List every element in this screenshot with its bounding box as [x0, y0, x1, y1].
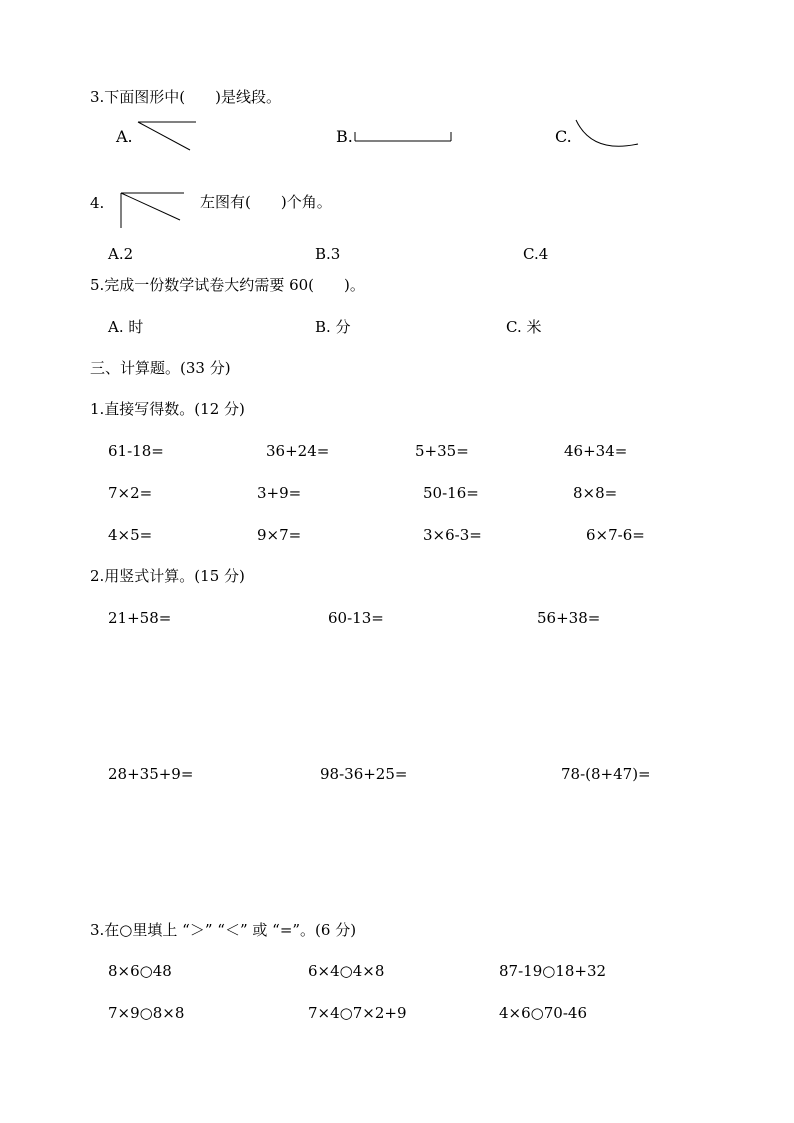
compare-circle-blank[interactable]: ○: [530, 1004, 544, 1022]
compare-item: [108, 1004, 184, 1022]
vertical-calc-item: 56+38=: [537, 609, 601, 627]
compare-item: [108, 962, 172, 980]
vertical-calc-item: 60-13=: [328, 609, 384, 627]
compare-right: 4×8: [352, 962, 385, 980]
q4-option-b: B.3: [315, 245, 341, 263]
q5-stem: 5.完成一份数学试卷大约需要 60( )。: [90, 276, 365, 294]
q3-figure-a-angle: [138, 121, 200, 153]
mental-math-item: 9×7=: [257, 526, 302, 544]
q4-option-c: C.4: [523, 245, 549, 263]
compare-circle-blank[interactable]: ○: [139, 962, 153, 980]
compare-item: [499, 962, 606, 980]
compare-left: 4×6: [499, 1004, 531, 1022]
q5-option-a: A. 时: [108, 318, 144, 336]
compare-item: [499, 1004, 587, 1022]
compare-left: 87-19: [499, 962, 543, 980]
q3-option-a-label: A.: [116, 127, 133, 146]
q3-stem: 3.下面图形中( )是线段。: [90, 88, 282, 106]
compare-circle-blank[interactable]: ○: [139, 1004, 153, 1022]
compare-item: [308, 962, 384, 980]
compare-item: [308, 1004, 407, 1022]
compare-circle-blank[interactable]: ○: [339, 1004, 353, 1022]
q4-stem: 左图有( )个角。: [200, 193, 332, 211]
compare-right: 18+32: [555, 962, 607, 980]
compare-right: 8×8: [152, 1004, 185, 1022]
mental-math-item: 4×5=: [108, 526, 153, 544]
compare-circle-blank[interactable]: ○: [339, 962, 353, 980]
compare-right: 48: [152, 962, 172, 980]
q3-figure-b-segment: [354, 132, 454, 144]
part3-heading: 3.在○里填上 “＞” “＜” 或 “=”。(6 分): [90, 921, 357, 939]
mental-math-item: 5+35=: [415, 442, 469, 460]
vertical-calc-item: 28+35+9=: [108, 765, 194, 783]
mental-math-item: 8×8=: [573, 484, 618, 502]
mental-math-item: 7×2=: [108, 484, 153, 502]
compare-left: 6×4: [308, 962, 340, 980]
mental-math-item: 46+34=: [564, 442, 628, 460]
mental-math-item: 6×7-6=: [586, 526, 645, 544]
q3-figure-c-curve: [574, 118, 642, 152]
section-3-heading: 三、计算题。(33 分): [90, 359, 231, 377]
compare-left: 7×9: [108, 1004, 140, 1022]
compare-left: 8×6: [108, 962, 140, 980]
part2-heading: 2.用竖式计算。(15 分): [90, 567, 245, 585]
vertical-calc-item: 78-(8+47)=: [561, 765, 651, 783]
mental-math-item: 61-18=: [108, 442, 164, 460]
compare-right: 7×2+9: [352, 1004, 407, 1022]
q3-option-c-label: C.: [555, 127, 572, 146]
compare-right: 70-46: [543, 1004, 587, 1022]
vertical-calc-item: 21+58=: [108, 609, 172, 627]
mental-math-item: 50-16=: [423, 484, 479, 502]
mental-math-item: 36+24=: [266, 442, 330, 460]
q4-figure-angles: [120, 192, 186, 230]
q5-option-b: B. 分: [315, 318, 351, 336]
q5-option-c: C. 米: [506, 318, 542, 336]
compare-circle-blank[interactable]: ○: [542, 962, 556, 980]
vertical-calc-item: 98-36+25=: [320, 765, 408, 783]
compare-left: 7×4: [308, 1004, 340, 1022]
part1-heading: 1.直接写得数。(12 分): [90, 400, 245, 418]
q4-option-a: A.2: [108, 245, 134, 263]
q4-number: 4.: [90, 194, 105, 212]
q3-option-b-label: B.: [336, 127, 353, 146]
mental-math-item: 3+9=: [257, 484, 302, 502]
mental-math-item: 3×6-3=: [423, 526, 482, 544]
